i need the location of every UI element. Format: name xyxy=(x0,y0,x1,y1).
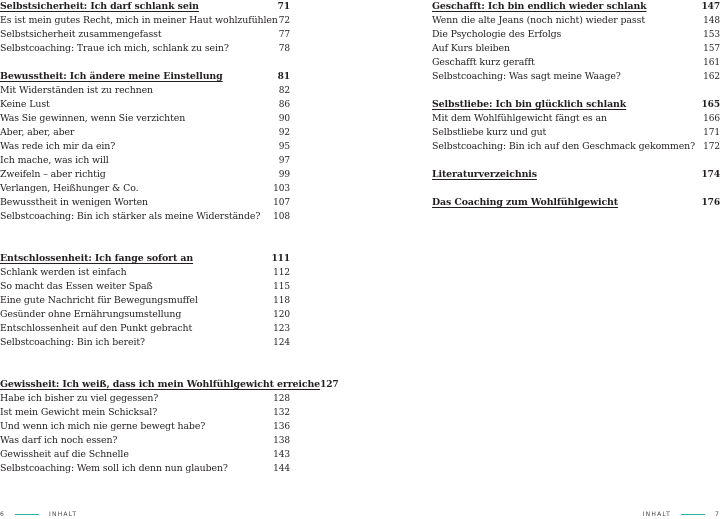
toc-entry[interactable] xyxy=(0,112,290,126)
toc-entry-title: Ist mein Gewicht mein Schicksal? xyxy=(0,407,158,418)
toc-page-number: 147 xyxy=(701,2,720,12)
toc-page-number: 95 xyxy=(278,142,290,152)
toc-entry-title: Mit dem Wohlfühlgewicht fängt es an xyxy=(432,113,607,124)
toc-page-number: 162 xyxy=(703,72,720,82)
toc-chapter-heading[interactable] xyxy=(432,98,720,112)
toc-entry[interactable] xyxy=(0,84,290,98)
toc-chapter-heading[interactable] xyxy=(0,378,339,392)
toc-entry-title: Selbstliebe: Ich bin glücklich schlank xyxy=(432,99,627,110)
toc-entry-title: Was rede ich mir da ein? xyxy=(0,141,116,152)
toc-page-number: 71 xyxy=(277,2,290,12)
toc-entry-title: Was Sie gewinnen, wenn Sie verzichten xyxy=(0,113,186,124)
toc-entry[interactable] xyxy=(0,294,290,308)
toc-chapter-heading[interactable] xyxy=(432,0,720,14)
toc-page-number: 97 xyxy=(278,156,290,166)
toc-entry[interactable] xyxy=(432,42,720,56)
toc-entry-title: Verlangen, Heißhunger & Co. xyxy=(0,183,139,194)
footer-section-label: INHALT xyxy=(49,511,78,518)
toc-entry[interactable] xyxy=(0,98,290,112)
toc-entry[interactable] xyxy=(432,28,720,42)
toc-entry-title: Gesünder ohne Ernährungsumstellung xyxy=(0,309,182,320)
toc-entry[interactable] xyxy=(0,462,290,476)
toc-page-number: 165 xyxy=(701,100,720,110)
toc-entry[interactable] xyxy=(0,28,290,42)
toc-entry-title: Mit Widerständen ist zu rechnen xyxy=(0,85,153,96)
toc-entry[interactable] xyxy=(0,154,290,168)
toc-page-number: 148 xyxy=(703,16,720,26)
toc-page-number: 132 xyxy=(273,408,290,418)
toc-entry[interactable] xyxy=(0,182,290,196)
toc-page-number: 99 xyxy=(278,170,290,180)
toc-page-number: 111 xyxy=(271,254,290,264)
toc-entry-title: Gewissheit: Ich weiß, dass ich mein Wohlfühlgewicht erreiche xyxy=(0,379,321,390)
toc-page-number: 77 xyxy=(278,30,290,40)
toc-entry[interactable] xyxy=(0,406,290,420)
toc-entry-title: Bewusstheit in wenigen Worten xyxy=(0,197,148,208)
toc-page-number: 81 xyxy=(277,72,290,82)
toc-entry-title: So macht das Essen weiter Spaß xyxy=(0,281,153,292)
footer-right xyxy=(643,510,720,519)
toc-entry-title: Wenn die alte Jeans (noch nicht) wieder passt xyxy=(432,15,646,26)
toc-entry-title: Literaturverzeichnis xyxy=(432,169,537,180)
toc-entry-title: Und wenn ich mich nie gerne bewegt habe? xyxy=(0,421,206,432)
toc-entry[interactable] xyxy=(0,14,290,28)
toc-page-number: 157 xyxy=(703,44,720,54)
toc-entry[interactable] xyxy=(0,420,290,434)
toc-entry[interactable] xyxy=(0,126,290,140)
toc-page-number: 138 xyxy=(273,436,290,446)
toc-entry-title: Auf Kurs bleiben xyxy=(432,43,510,54)
toc-entry-title: Das Coaching zum Wohlfühlgewicht xyxy=(432,197,619,208)
toc-entry[interactable] xyxy=(432,126,720,140)
toc-entry[interactable] xyxy=(0,196,290,210)
footer-section-label: INHALT xyxy=(642,511,671,518)
toc-page-number: 107 xyxy=(273,198,290,208)
toc-entry-title: Schlank werden ist einfach xyxy=(0,267,127,278)
toc-left-column xyxy=(0,0,339,476)
toc-entry-title: Selbstcoaching: Bin ich stärker als meine Widerstände? xyxy=(0,211,261,222)
toc-entry-title: Entschlossenheit: Ich fange sofort an xyxy=(0,253,194,264)
toc-entry-title: Eine gute Nachricht für Bewegungsmuffel xyxy=(0,295,198,306)
toc-entry-title: Gewissheit auf die Schnelle xyxy=(0,449,129,460)
toc-entry[interactable] xyxy=(432,140,720,154)
toc-entry[interactable] xyxy=(0,168,290,182)
toc-page-number: 90 xyxy=(278,114,290,124)
toc-entry[interactable] xyxy=(432,112,720,126)
toc-entry[interactable] xyxy=(432,14,720,28)
toc-chapter-heading[interactable] xyxy=(0,70,290,84)
toc-page-number: 153 xyxy=(703,30,720,40)
toc-entry[interactable] xyxy=(0,308,290,322)
toc-entry-title: Selbstcoaching: Traue ich mich, schlank zu sein? xyxy=(0,43,229,54)
toc-page-number: 176 xyxy=(701,198,720,208)
toc-chapter-heading[interactable] xyxy=(432,168,720,182)
toc-chapter-heading[interactable] xyxy=(432,196,720,210)
toc-page-number: 82 xyxy=(278,86,290,96)
toc-page-number: 124 xyxy=(273,338,290,348)
footer-page-number: 6 xyxy=(0,511,6,518)
toc-page-number: 172 xyxy=(703,142,720,152)
toc-entry[interactable] xyxy=(0,448,290,462)
toc-entry[interactable] xyxy=(0,434,290,448)
toc-page-number: 144 xyxy=(273,464,290,474)
toc-entry-title: Selbstliebe kurz und gut xyxy=(432,127,547,138)
toc-page-number: 127 xyxy=(320,380,339,390)
toc-page-number: 123 xyxy=(273,324,290,334)
toc-entry-title: Es ist mein gutes Recht, mich in meiner Haut wohlzufühlen xyxy=(0,15,278,26)
toc-entry-title: Die Psychologie des Erfolgs xyxy=(432,29,562,40)
toc-right-column xyxy=(432,0,720,210)
toc-entry-title: Selbstcoaching: Bin ich bereit? xyxy=(0,337,145,348)
toc-entry-title: Selbstsicherheit: Ich darf schlank sein xyxy=(0,1,199,12)
toc-page-number: 112 xyxy=(273,268,290,278)
toc-entry[interactable] xyxy=(432,56,720,70)
toc-entry-title: Aber, aber, aber xyxy=(0,127,75,138)
toc-entry[interactable] xyxy=(0,266,290,280)
toc-page-number: 171 xyxy=(703,128,720,138)
toc-entry-title: Geschafft: Ich bin endlich wieder schlank xyxy=(432,1,647,12)
toc-entry-title: Selbstcoaching: Wem soll ich denn nun glauben? xyxy=(0,463,228,474)
toc-entry[interactable] xyxy=(0,280,290,294)
toc-page-number: 161 xyxy=(703,58,720,68)
toc-entry[interactable] xyxy=(0,392,290,406)
toc-entry-title: Selbstcoaching: Was sagt meine Waage? xyxy=(432,71,621,82)
footer-accent-rule xyxy=(15,514,39,515)
footer-page-number: 7 xyxy=(714,511,720,518)
toc-page-number: 136 xyxy=(273,422,290,432)
toc-entry-title: Geschafft kurz gerafft xyxy=(432,57,535,68)
toc-page-number: 72 xyxy=(278,16,290,26)
toc-chapter-heading[interactable] xyxy=(0,252,290,266)
toc-page-number: 86 xyxy=(278,100,290,110)
toc-entry[interactable] xyxy=(432,70,720,84)
footer-left xyxy=(0,510,77,519)
toc-entry-title: Bewusstheit: Ich ändere meine Einstellung xyxy=(0,71,223,82)
toc-entry-title: Selbstcoaching: Bin ich auf den Geschmack gekommen? xyxy=(432,141,696,152)
toc-page-number: 118 xyxy=(273,296,290,306)
toc-entry[interactable] xyxy=(0,336,290,350)
toc-entry-title: Habe ich bisher zu viel gegessen? xyxy=(0,393,159,404)
toc-page-number: 92 xyxy=(278,128,290,138)
toc-entry-title: Entschlossenheit auf den Punkt gebracht xyxy=(0,323,193,334)
toc-page-number: 103 xyxy=(273,184,290,194)
toc-entry-title: Zweifeln – aber richtig xyxy=(0,169,106,180)
toc-page-number: 128 xyxy=(273,394,290,404)
toc-entry-title: Selbstsicherheit zusammengefasst xyxy=(0,29,162,40)
toc-chapter-heading[interactable] xyxy=(0,0,290,14)
footer-accent-rule xyxy=(681,514,705,515)
toc-page-number: 108 xyxy=(273,212,290,222)
toc-entry[interactable] xyxy=(0,42,290,56)
toc-entry[interactable] xyxy=(0,322,290,336)
toc-page-number: 115 xyxy=(273,282,290,292)
toc-page-number: 78 xyxy=(278,44,290,54)
toc-page-number: 166 xyxy=(703,114,720,124)
toc-entry-title: Ich mache, was ich will xyxy=(0,155,109,166)
toc-page-number: 174 xyxy=(701,170,720,180)
toc-entry[interactable] xyxy=(0,140,290,154)
toc-page-number: 143 xyxy=(273,450,290,460)
toc-entry[interactable] xyxy=(0,210,290,224)
toc-entry-title: Was darf ich noch essen? xyxy=(0,435,118,446)
toc-page-number: 120 xyxy=(273,310,290,320)
toc-entry-title: Keine Lust xyxy=(0,99,50,110)
